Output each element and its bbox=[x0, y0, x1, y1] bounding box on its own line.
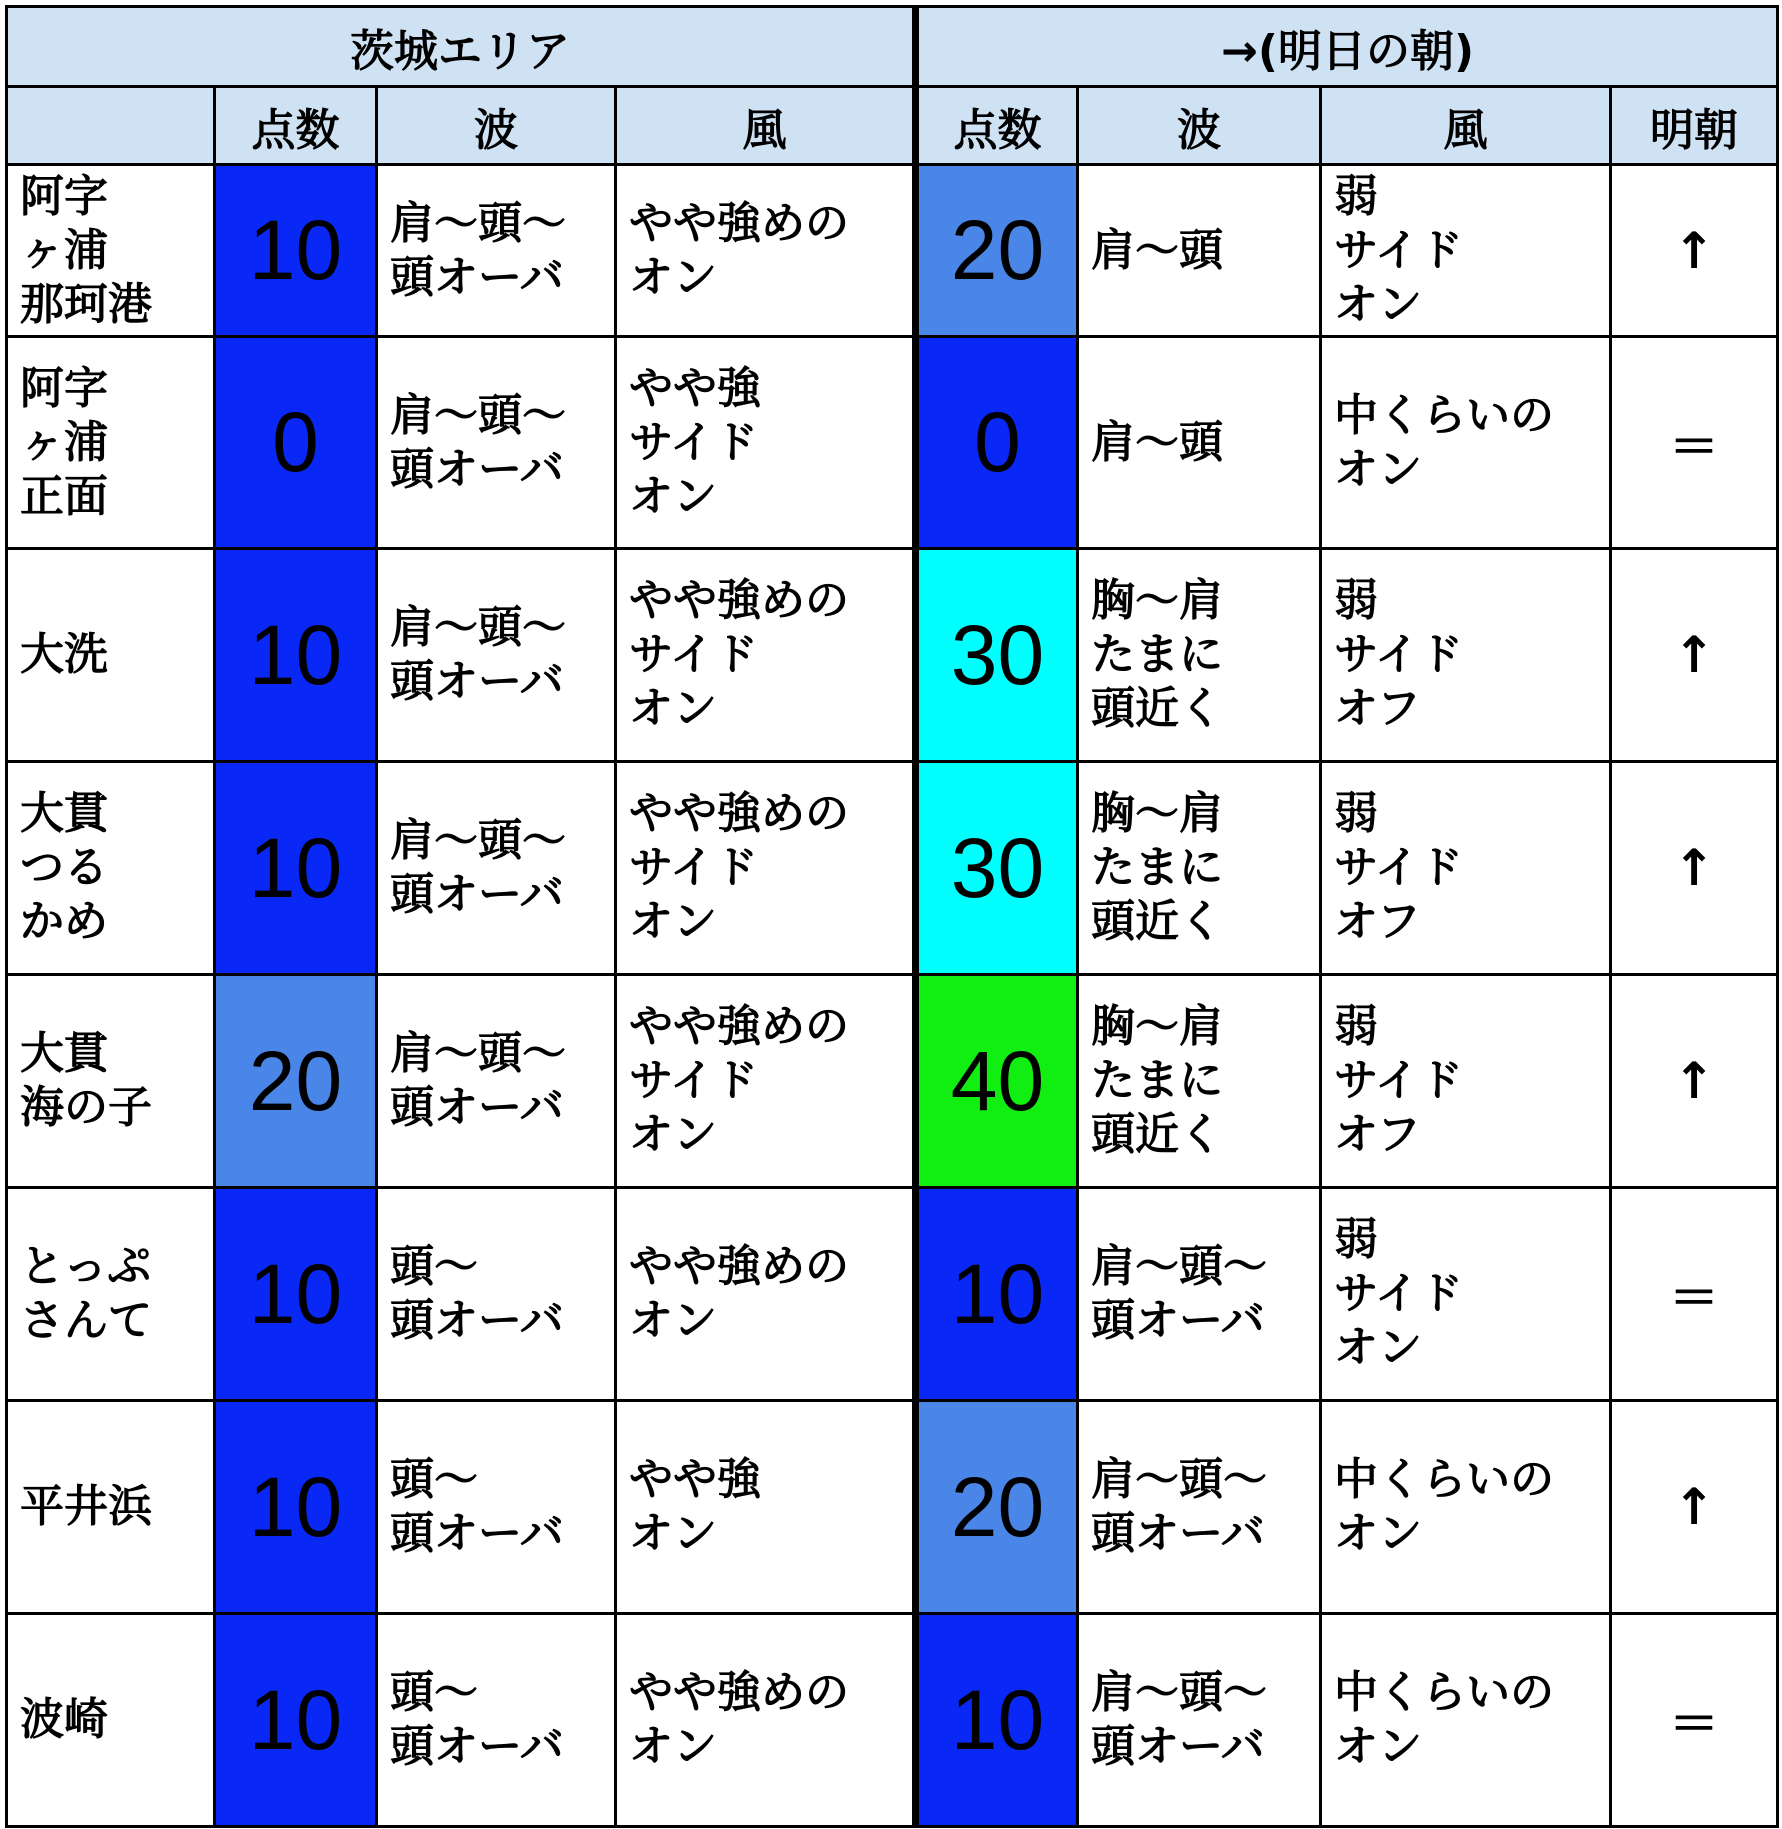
wave-now: 頭～ 頭オーバ bbox=[377, 1188, 616, 1401]
trend-arrow: ↑ bbox=[1611, 165, 1778, 337]
wind-next: 弱 サイド オフ bbox=[1321, 975, 1611, 1188]
wave-next: 肩～頭 bbox=[1078, 165, 1321, 337]
score-next: 30 bbox=[916, 762, 1078, 975]
spot-name: 阿字 ヶ浦 那珂港 bbox=[7, 165, 215, 337]
wind-next: 弱 サイド オン bbox=[1321, 1188, 1611, 1401]
spot-name: 大貫 海の子 bbox=[7, 975, 215, 1188]
table-row bbox=[7, 165, 1778, 337]
trend-arrow: ＝ bbox=[1611, 1614, 1778, 1827]
table-row bbox=[7, 975, 1778, 1188]
wave-next: 肩～頭 bbox=[1078, 337, 1321, 549]
spot-name: 阿字 ヶ浦 正面 bbox=[7, 337, 215, 549]
col-wind-next: 風 bbox=[1321, 87, 1611, 165]
wave-now: 肩～頭～ 頭オーバ bbox=[377, 975, 616, 1188]
wave-now: 肩～頭～ 頭オーバ bbox=[377, 549, 616, 762]
col-wave-next: 波 bbox=[1078, 87, 1321, 165]
score-next: 30 bbox=[916, 549, 1078, 762]
trend-arrow: ＝ bbox=[1611, 1188, 1778, 1401]
col-trend: 明朝 bbox=[1611, 87, 1778, 165]
trend-arrow: ＝ bbox=[1611, 337, 1778, 549]
col-wind-now: 風 bbox=[616, 87, 916, 165]
wind-now: やや強めの オン bbox=[616, 1614, 916, 1827]
score-next: 20 bbox=[916, 165, 1078, 337]
col-score-now: 点数 bbox=[215, 87, 377, 165]
wind-now: やや強めの サイド オン bbox=[616, 549, 916, 762]
wind-now: やや強めの サイド オン bbox=[616, 975, 916, 1188]
wind-now: やや強 サイド オン bbox=[616, 337, 916, 549]
score-now: 0 bbox=[215, 337, 377, 549]
trend-arrow: ↑ bbox=[1611, 1401, 1778, 1614]
spot-name: 大貫 つる かめ bbox=[7, 762, 215, 975]
score-now: 10 bbox=[215, 762, 377, 975]
wind-next: 中くらいの オン bbox=[1321, 337, 1611, 549]
wind-now: やや強めの オン bbox=[616, 165, 916, 337]
score-now: 10 bbox=[215, 1614, 377, 1827]
wave-next: 胸～肩 たまに 頭近く bbox=[1078, 549, 1321, 762]
score-now: 10 bbox=[215, 1401, 377, 1614]
wind-now: やや強めの サイド オン bbox=[616, 762, 916, 975]
surf-forecast-table bbox=[5, 5, 1779, 1828]
wave-next: 肩～頭～ 頭オーバ bbox=[1078, 1188, 1321, 1401]
table-row bbox=[7, 762, 1778, 975]
wave-next: 肩～頭～ 頭オーバ bbox=[1078, 1614, 1321, 1827]
wind-now: やや強 オン bbox=[616, 1401, 916, 1614]
score-next: 10 bbox=[916, 1614, 1078, 1827]
spot-name: 大洗 bbox=[7, 549, 215, 762]
wave-now: 頭～ 頭オーバ bbox=[377, 1614, 616, 1827]
wave-next: 肩～頭～ 頭オーバ bbox=[1078, 1401, 1321, 1614]
table-row bbox=[7, 1401, 1778, 1614]
table-row bbox=[7, 337, 1778, 549]
score-next: 20 bbox=[916, 1401, 1078, 1614]
wind-next: 弱 サイド オフ bbox=[1321, 549, 1611, 762]
wind-next: 中くらいの オン bbox=[1321, 1614, 1611, 1827]
trend-arrow: ↑ bbox=[1611, 549, 1778, 762]
wave-next: 胸～肩 たまに 頭近く bbox=[1078, 975, 1321, 1188]
score-next: 10 bbox=[916, 1188, 1078, 1401]
tomorrow-header: →(明日の朝) bbox=[916, 7, 1778, 87]
score-next: 40 bbox=[916, 975, 1078, 1188]
table-row bbox=[7, 1188, 1778, 1401]
score-next: 0 bbox=[916, 337, 1078, 549]
wind-next: 中くらいの オン bbox=[1321, 1401, 1611, 1614]
col-score-next: 点数 bbox=[916, 87, 1078, 165]
wind-next: 弱 サイド オフ bbox=[1321, 762, 1611, 975]
wind-next: 弱 サイド オン bbox=[1321, 165, 1611, 337]
trend-arrow: ↑ bbox=[1611, 975, 1778, 1188]
score-now: 10 bbox=[215, 549, 377, 762]
score-now: 20 bbox=[215, 975, 377, 1188]
score-now: 10 bbox=[215, 1188, 377, 1401]
wind-now: やや強めの オン bbox=[616, 1188, 916, 1401]
wave-now: 肩～頭～ 頭オーバ bbox=[377, 762, 616, 975]
table-row bbox=[7, 549, 1778, 762]
score-now: 10 bbox=[215, 165, 377, 337]
spot-name: とっぷ さんて bbox=[7, 1188, 215, 1401]
wave-now: 肩～頭～ 頭オーバ bbox=[377, 165, 616, 337]
col-spot bbox=[7, 87, 215, 165]
wave-now: 肩～頭～ 頭オーバ bbox=[377, 337, 616, 549]
trend-arrow: ↑ bbox=[1611, 762, 1778, 975]
wave-next: 胸～肩 たまに 頭近く bbox=[1078, 762, 1321, 975]
table-row bbox=[7, 1614, 1778, 1827]
col-wave-now: 波 bbox=[377, 87, 616, 165]
wave-now: 頭～ 頭オーバ bbox=[377, 1401, 616, 1614]
region-header: 茨城エリア bbox=[7, 7, 916, 87]
spot-name: 波崎 bbox=[7, 1614, 215, 1827]
spot-name: 平井浜 bbox=[7, 1401, 215, 1614]
